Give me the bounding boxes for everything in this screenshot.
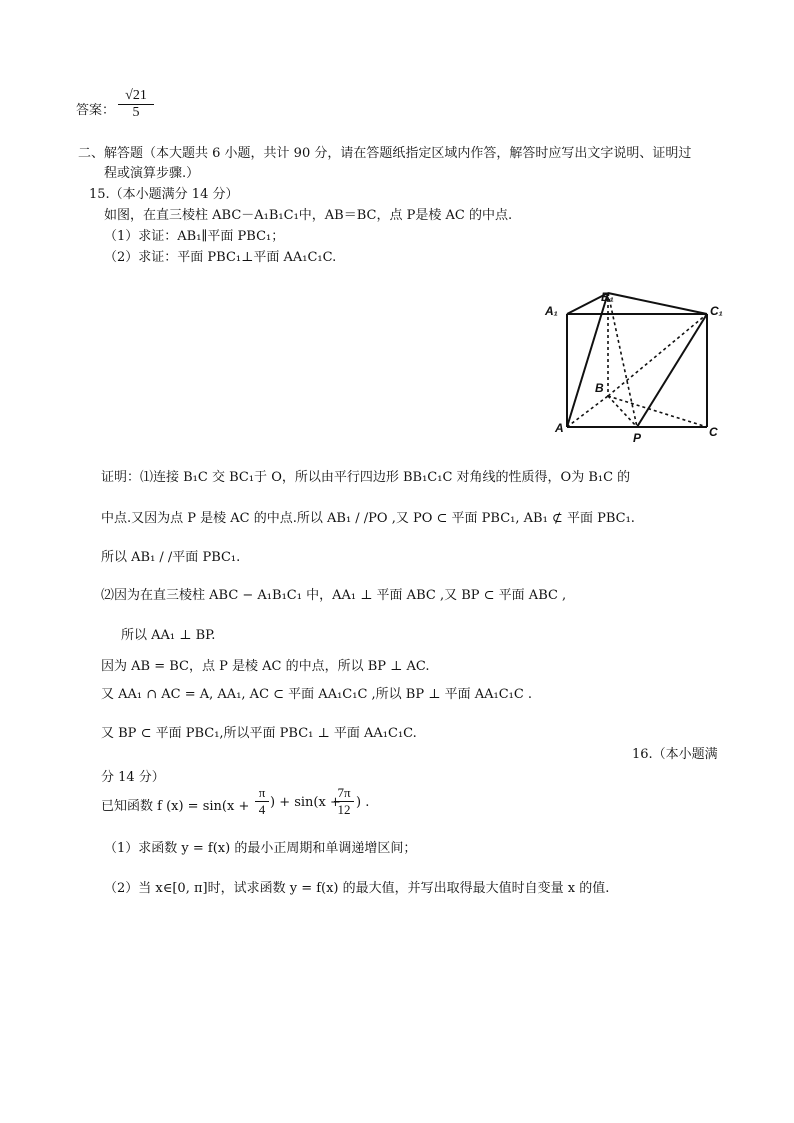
answer-denominator: 5 [118,104,154,121]
edge-a-b [567,396,608,427]
proof-line-1: 证明：⑴连接 B₁C 交 BC₁于 O，所以由平行四边形 BB₁C₁C 对角线的性质得，O为 B₁C 的 [101,470,631,485]
q16-frac-1-den: 4 [255,801,269,818]
edge-b1-c1 [608,293,707,314]
q16-frac-2-den: 12 [334,801,354,818]
edge-b-p [608,396,637,427]
proof-line-3: 所以 AB₁ / /平面 PBC₁. [101,550,241,565]
prism-figure [540,290,740,450]
proof-line-7: 又 AA₁ ∩ AC = A, AA₁, AC ⊂ 平面 AA₁C₁C ,所以 BP ⊥ 平面 AA₁C₁C . [101,687,533,702]
q16-part2: （2）当 x∈[0, π]时，试求函数 y = f(x) 的最大值，并写出取得最大值时自变量 x 的值. [104,881,610,896]
q16-head-cont: 分 14 分） [101,770,165,785]
label-p: P [633,431,642,445]
label-a: A [555,421,564,435]
answer-fraction [118,88,154,121]
q16-stem-pre: 已知函数 f (x) = sin(x + [101,799,250,814]
proof-line-6: 因为 AB = BC，点 P 是棱 AC 的中点，所以 BP ⊥ AC. [101,659,430,674]
label-b: B [595,381,604,395]
edge-b-c [608,396,707,427]
q15-part2: （2）求证：平面 PBC₁⊥平面 AA₁C₁C. [104,250,337,265]
label-c1: C₁ [710,304,723,318]
section-heading: 二、解答题（本大题共 6 小题，共计 90 分，请在答题纸指定区域内作答，解答时应写出文字说明、证明过 [78,146,692,161]
label-a1: A₁ [545,304,558,318]
proof-line-2: 中点.又因为点 P 是棱 AC 的中点.所以 AB₁ / /PO ,又 PO ⊂ 平面 PBC₁, AB₁ ⊄ 平面 PBC₁. [101,511,635,526]
q16-frac-1 [255,785,269,818]
q16-frac-1-num: π [258,785,266,800]
edge-c1-p [637,314,707,427]
proof-line-8: 又 BP ⊂ 平面 PBC₁,所以平面 PBC₁ ⊥ 平面 AA₁C₁C. [101,726,417,741]
q16-frac-2-num: 7π [337,785,351,800]
q15-stem: 如图，在直三棱柱 ABC－A₁B₁C₁中，AB＝BC，点 P是棱 AC 的中点. [104,208,513,223]
edge-b-c1 [608,314,707,396]
q15-part1: （1）求证：AB₁∥平面 PBC₁； [104,229,285,244]
answer-numerator: √21 [125,88,147,103]
answer-label: 答案： [76,103,116,118]
label-b1: B₁ [601,290,614,304]
q16-stem-post: ) . [356,795,370,810]
q16-head: 16.（本小题满 [632,747,718,762]
q16-stem [101,795,249,814]
q16-stem-mid: ) + sin(x + [270,795,341,810]
proof-line-4: ⑵因为在直三棱柱 ABC − A₁B₁C₁ 中，AA₁ ⊥ 平面 ABC ,又 BP ⊂ 平面 ABC , [101,588,567,603]
q15-head: 15.（本小题满分 14 分） [89,187,239,202]
label-c: C [709,425,718,439]
q16-part1: （1）求函数 y = f(x) 的最小正周期和单调递增区间； [104,841,417,856]
section-heading-cont: 程或演算步骤.） [104,166,200,181]
q16-frac-2 [334,785,354,818]
proof-line-5: 所以 AA₁ ⊥ BP. [121,628,216,643]
